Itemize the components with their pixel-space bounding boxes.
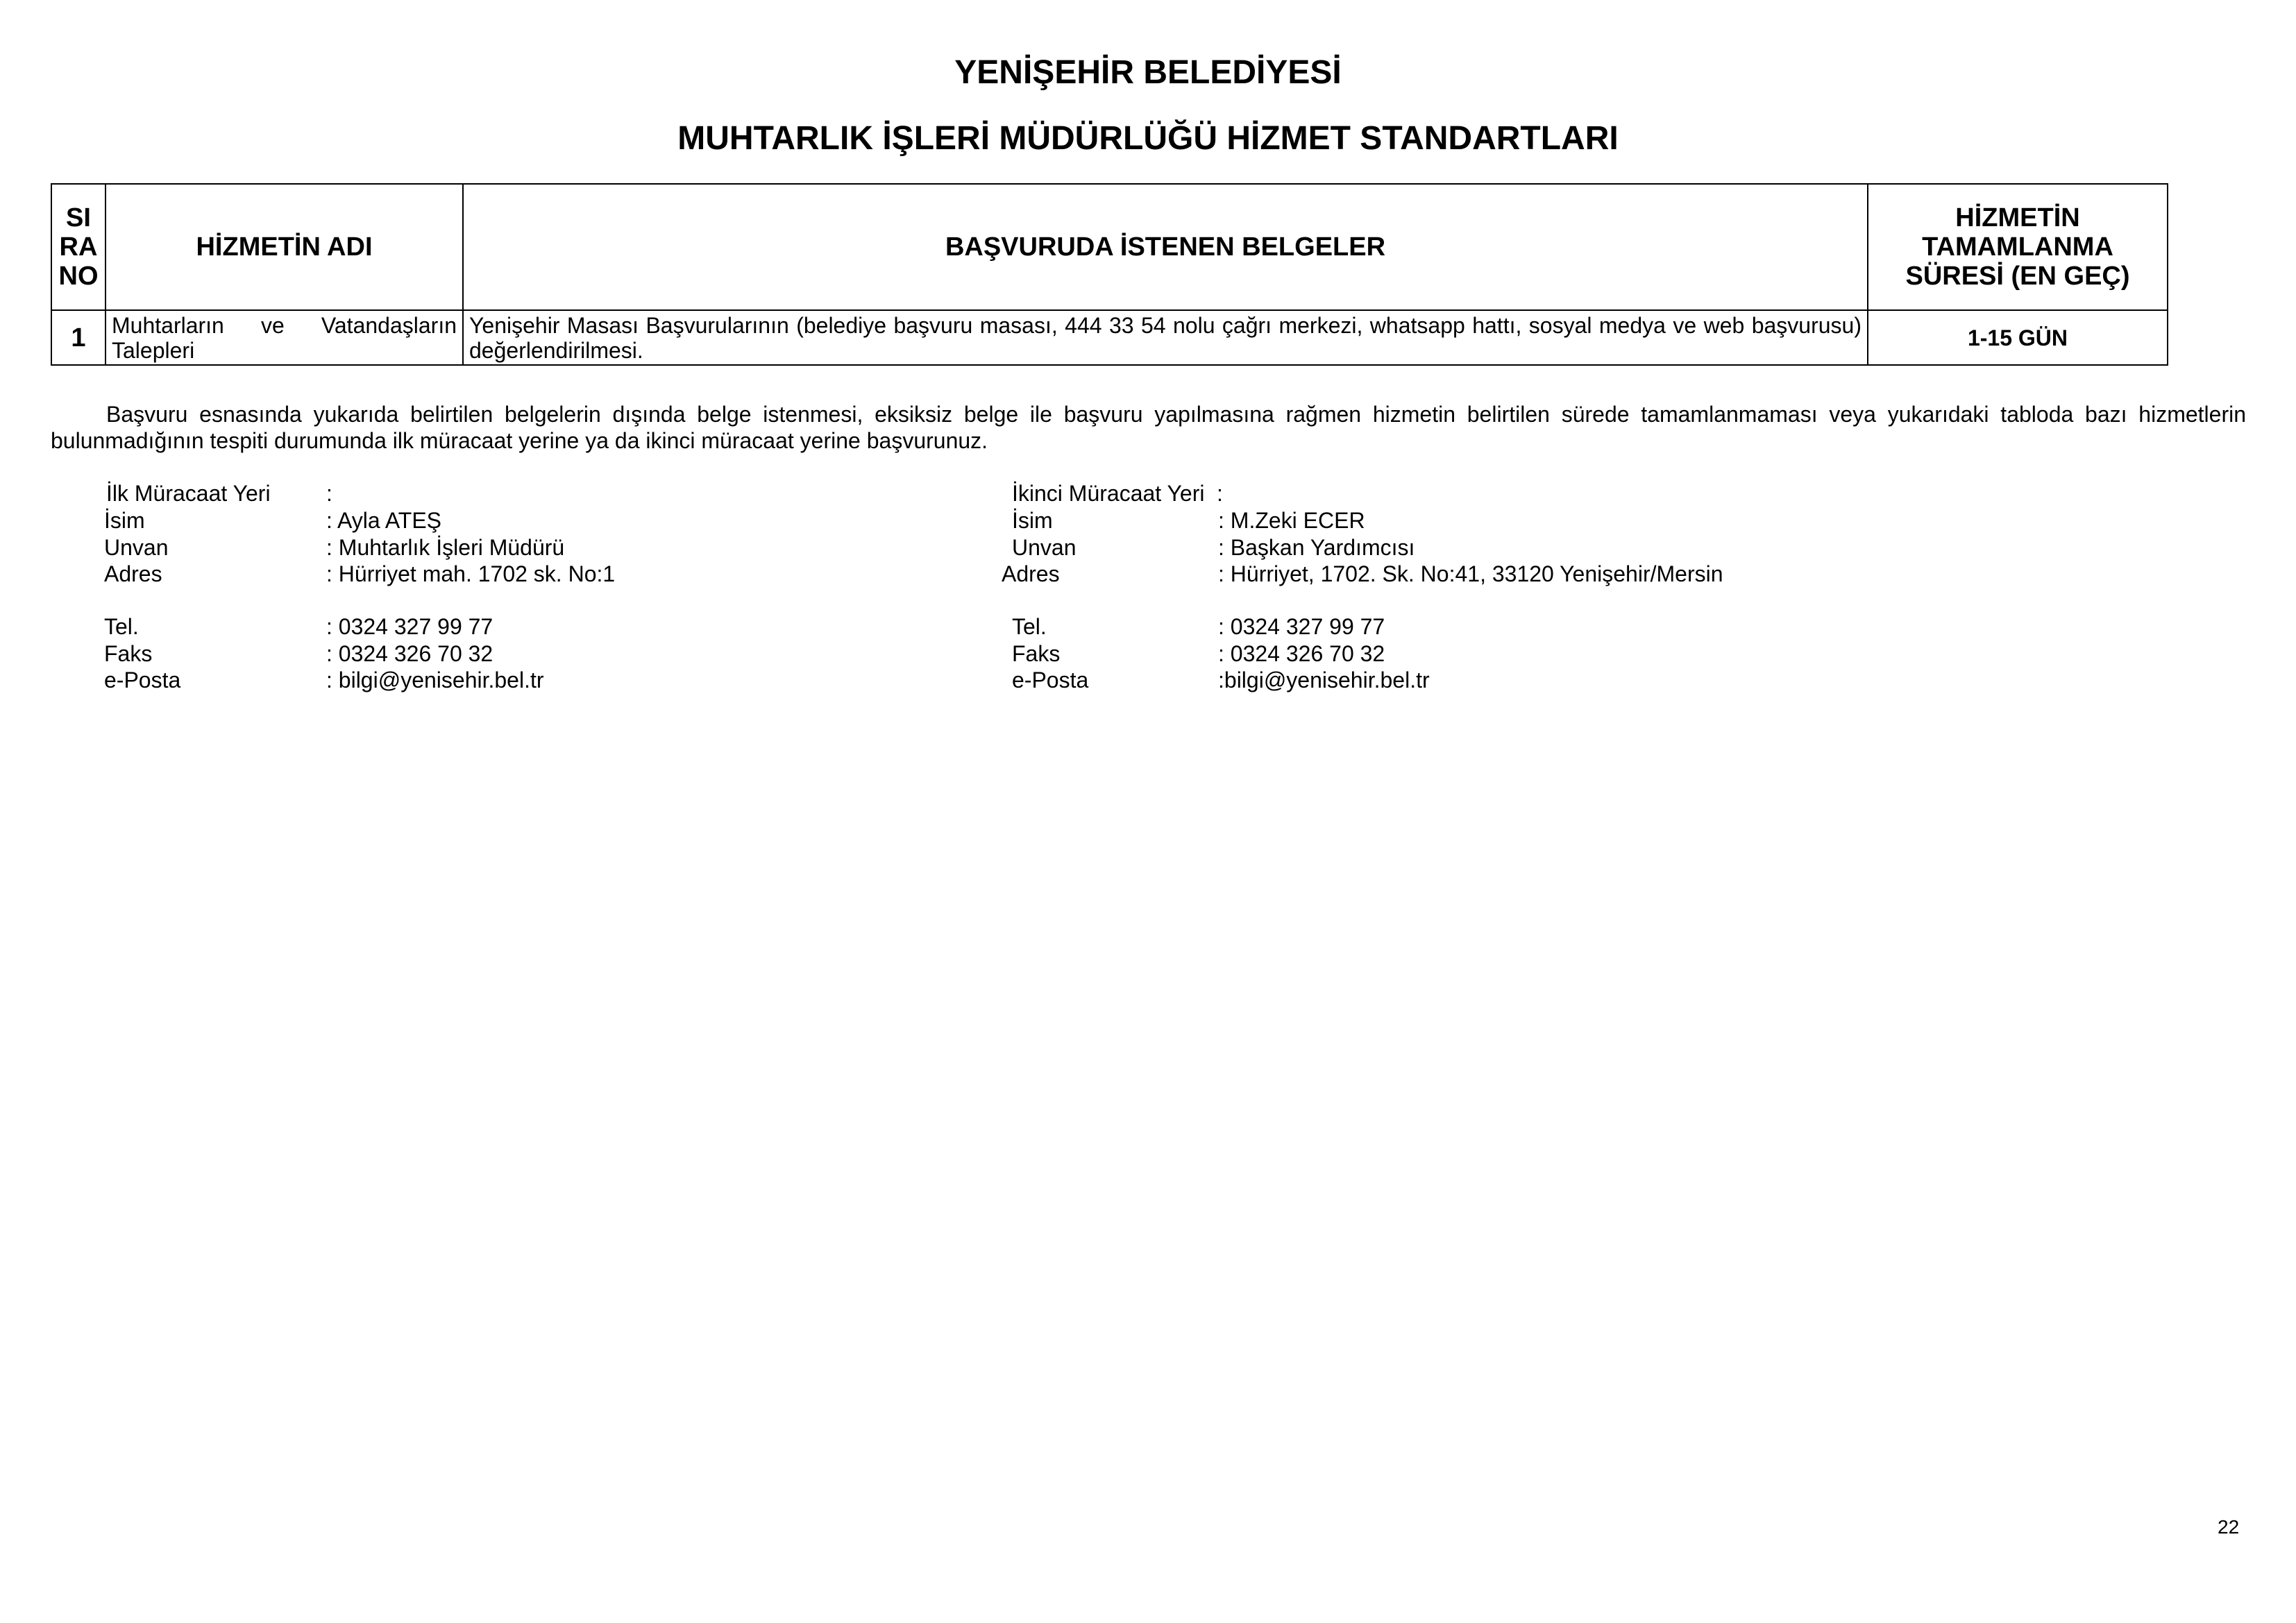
page-title: YENİŞEHİR BELEDİYESİ [954,54,1342,91]
column-header-no: SI RA NO [51,184,105,310]
first-contact-name: : Ayla ATEŞ [326,508,442,533]
column-header-completion: HİZMETİN TAMAMLANMA SÜRESİ (EN GEÇ) [1868,184,2168,310]
second-contact-name-label: İsim [1012,508,1053,533]
first-contact-address: : Hürriyet mah. 1702 sk. No:1 [326,561,616,586]
first-contact-fax-label: Faks [104,641,153,666]
second-contact-address-label: Adres [1002,561,1060,586]
first-contact-heading: İlk Müracaat Yeri [106,481,271,506]
row-number: 1 [51,310,105,365]
first-contact-email: : bilgi@yenisehir.bel.tr [326,668,544,692]
first-contact-phone-label: Tel. [104,614,139,639]
second-contact-phone-label: Tel. [1012,614,1047,639]
first-contact-title: : Muhtarlık İşleri Müdürü [326,535,565,560]
first-contact-email-label: e-Posta [104,668,181,692]
second-contact-title: : Başkan Yardımcısı [1218,535,1415,560]
second-contact-heading: İkinci Müracaat Yeri [1012,481,1205,506]
application-note: Başvuru esnasında yukarıda belirtilen belgelerin dışında belge istenmesi, eksiksiz belge ile başvuru yapılmasına rağmen hizmetin belirtilen sürede tamamlanmaması veya yukarıdaki tabloda bazı hizmetlerin bulunmadığının tespiti durumunda ilk müracaat yerine ya da ikinci müracaat yerine başvurunuz. [51,402,2246,453]
first-contact-address-label: Adres [104,561,162,586]
row-documents: Yenişehir Masası Başvurularının (belediye başvuru masası, 444 33 54 nolu çağrı merkezi, whatsapp hattı, sosyal medya ve web başvurusu) değerlendirilmesi. [463,310,1868,365]
column-header-service-name: HİZMETİN ADI [105,184,463,310]
second-contact-email: :bilgi@yenisehir.bel.tr [1218,668,1430,692]
row-completion-time: 1-15 GÜN [1868,310,2168,365]
second-contact-heading-value: : [1217,481,1223,506]
table-header-row [51,184,2168,310]
first-contact-phone: : 0324 327 99 77 [326,614,493,639]
first-contact-name-label: İsim [104,508,145,533]
first-contact-heading-value: : [326,481,332,506]
page-subtitle: MUHTARLIK İŞLERİ MÜDÜRLÜĞÜ HİZMET STANDARTLARI [677,120,1619,157]
first-contact-title-label: Unvan [104,535,169,560]
second-contact-name: : M.Zeki ECER [1218,508,1365,533]
second-contact-title-label: Unvan [1012,535,1077,560]
row-service-name: Muhtarların ve Vatandaşların Talepleri [105,310,463,365]
table-row [51,310,2168,365]
page-number: 22 [2218,1516,2240,1538]
second-contact-fax: : 0324 326 70 32 [1218,641,1385,666]
first-contact-fax: : 0324 326 70 32 [326,641,493,666]
column-header-documents: BAŞVURUDA İSTENEN BELGELER [463,184,1868,310]
second-contact-address: : Hürriyet, 1702. Sk. No:41, 33120 Yenişehir/Mersin [1218,561,1723,586]
second-contact-fax-label: Faks [1012,641,1061,666]
second-contact-phone: : 0324 327 99 77 [1218,614,1385,639]
second-contact-email-label: e-Posta [1012,668,1089,692]
service-standards-table [51,183,2168,366]
